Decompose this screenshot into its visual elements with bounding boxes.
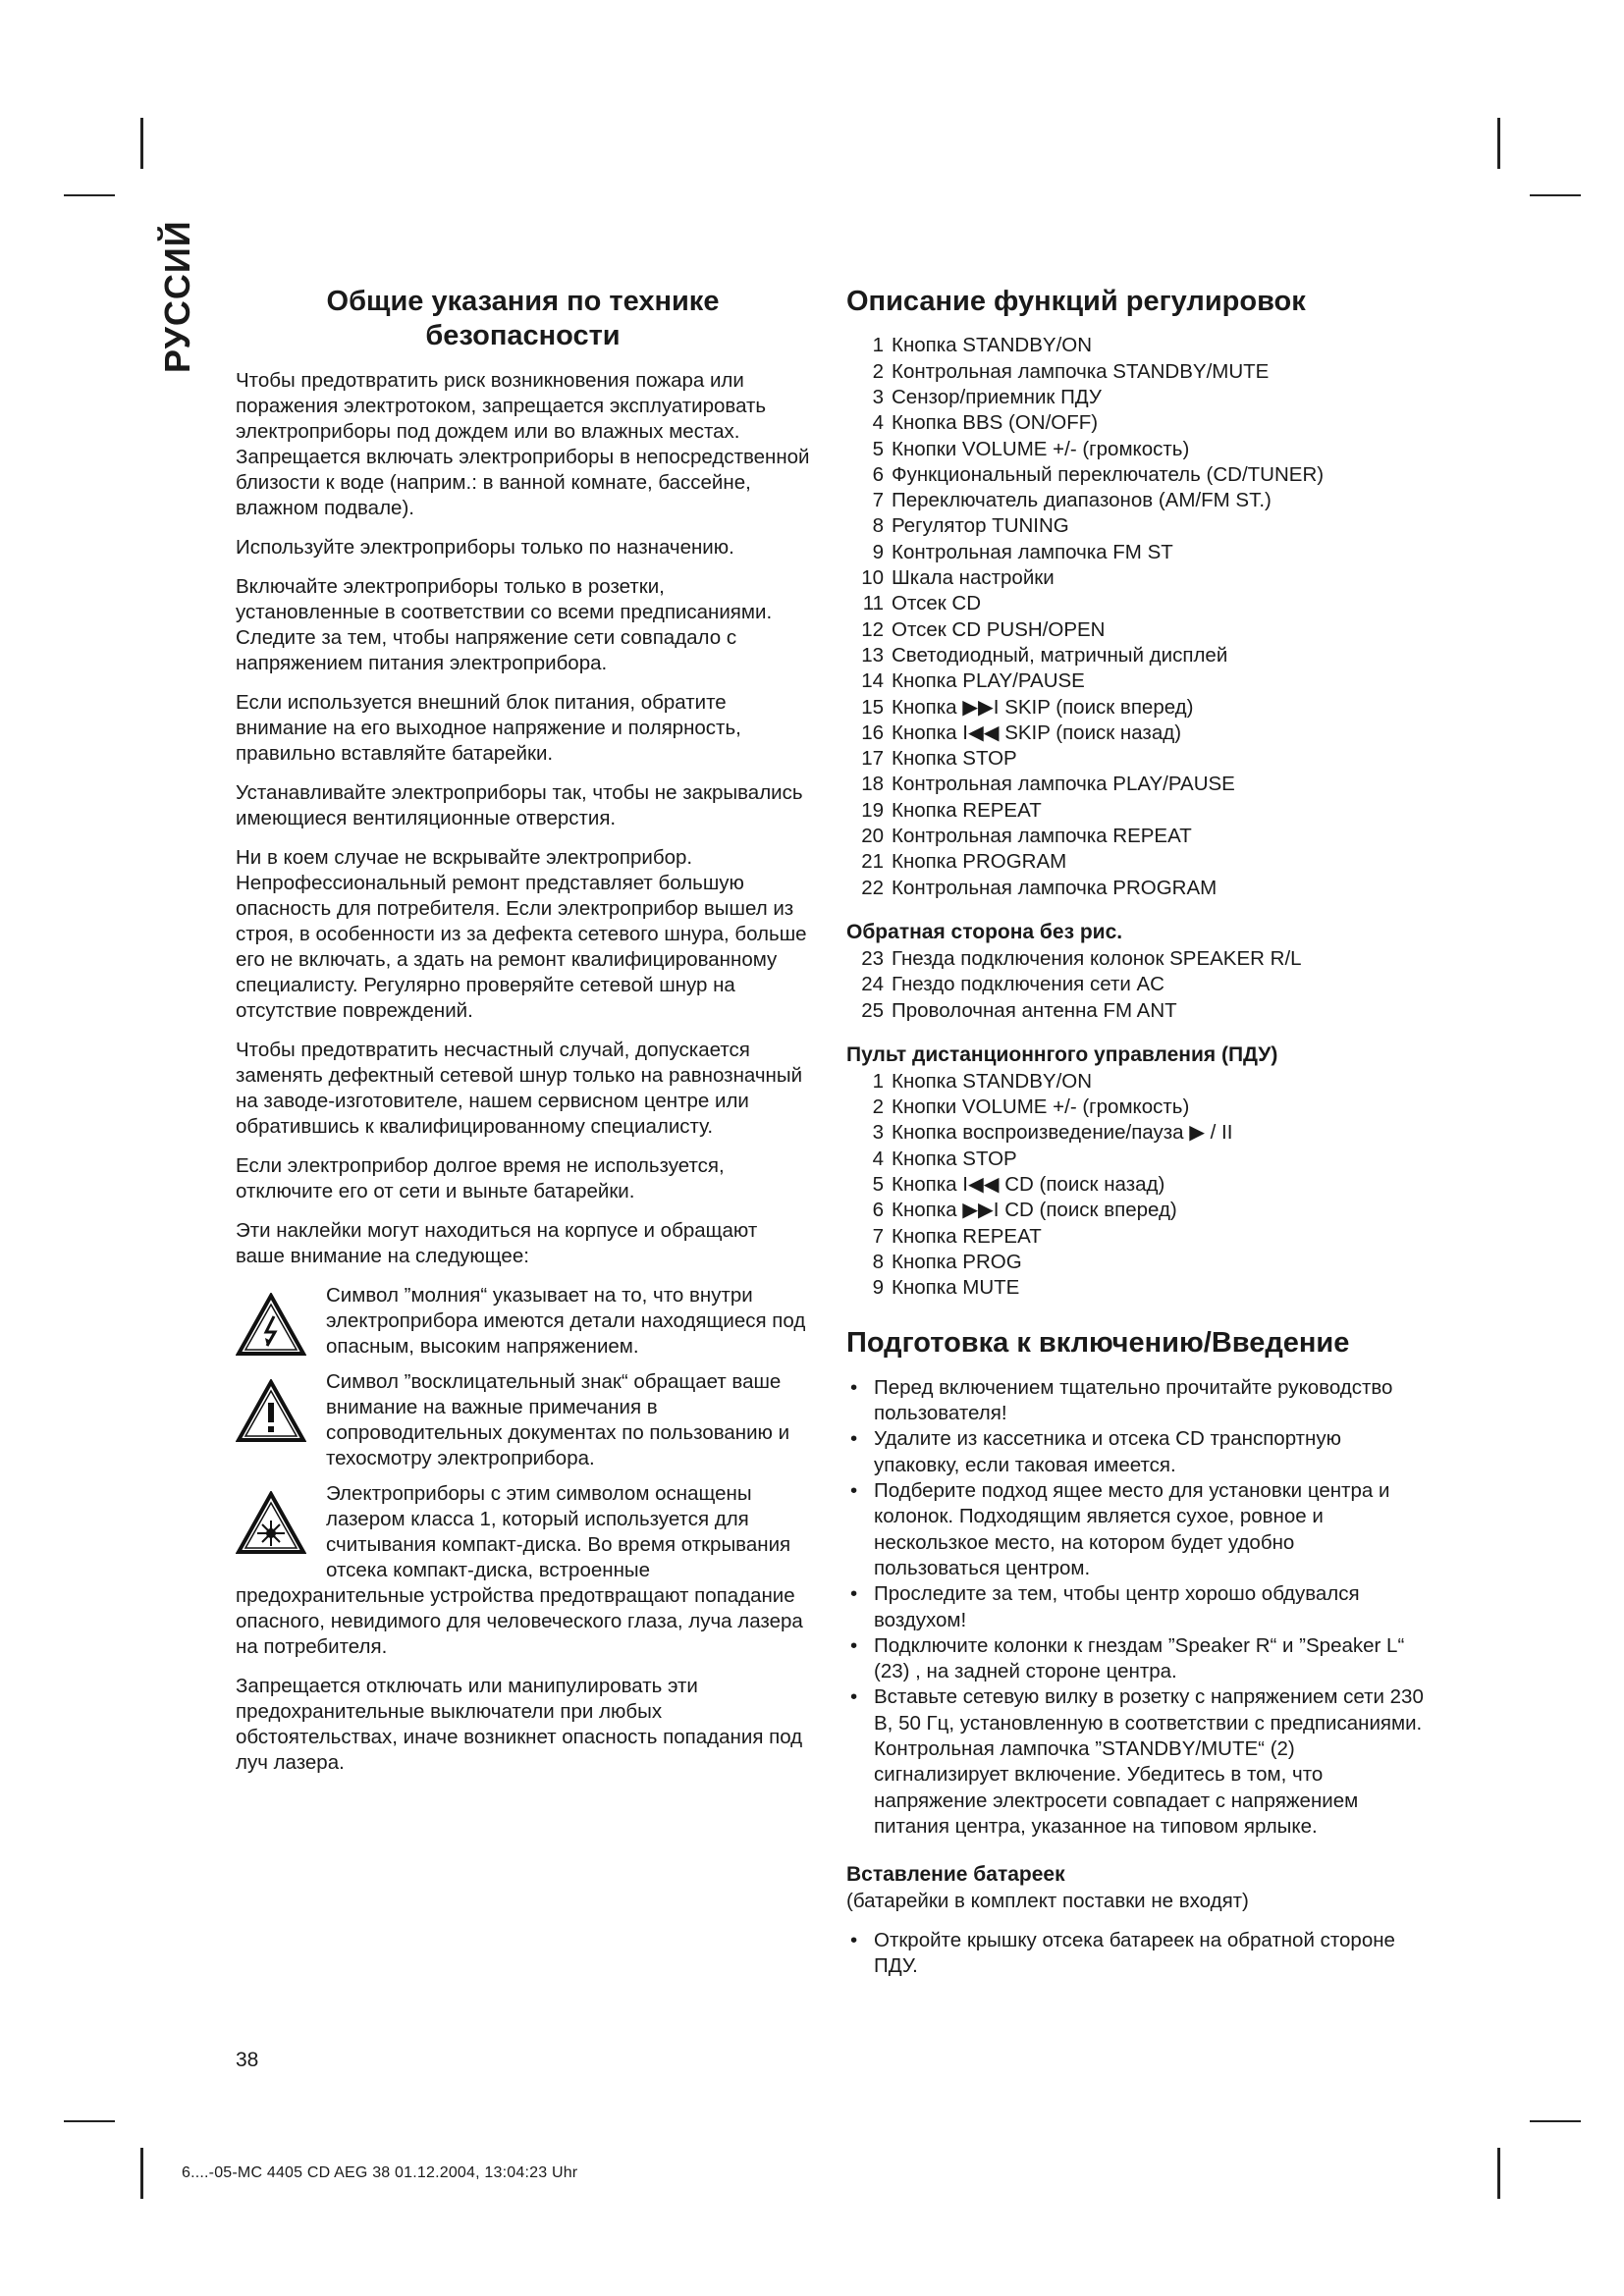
safety-paragraph: Чтобы предотвратить несчастный случай, допускается заменять дефектный сетевой шнур только на равнозначный на заводе-изготовителе, нашем сервисном центре или обратившись к квалифицированному специалисту. xyxy=(236,1038,803,1138)
list-item: 20 Контрольная лампочка REPEAT xyxy=(861,825,1192,848)
list-item: 9 Кнопка MUTE xyxy=(872,1276,1020,1300)
remote-title: Пульт дистанционнгого управления (ПДУ) xyxy=(846,1042,1278,1066)
safety-paragraph: Чтобы предотвратить риск возникновения пожара или поражения электротоком, запрещается эксплуатировать электроприборы под дождем или во влажных местах. Запрещается включать электроприборы в непосредственной близости к воде (наприм.: в ванной комнате, бассейне, влажном подвале). xyxy=(236,368,810,519)
list-item: 12 Отсек CD PUSH/OPEN xyxy=(861,617,1106,641)
list-item: 21 Кнопка PROGRAM xyxy=(861,850,1067,874)
laser-warning xyxy=(236,1481,810,1660)
controls-column xyxy=(846,285,1426,1986)
crop-mark-br-v xyxy=(1497,2148,1500,2199)
list-item: 2 Кнопки VOLUME +/- (громкость) xyxy=(872,1095,1190,1119)
language-side-label: РУССИЙ xyxy=(157,220,197,373)
controls-title: Описание функций регулировок xyxy=(846,286,1306,317)
list-item: 8 Кнопка PROG xyxy=(872,1250,1022,1273)
list-item: 14 Кнопка PLAY/PAUSE xyxy=(861,669,1085,693)
remote-list xyxy=(846,1069,1426,1302)
list-item: 24 Гнездо подключения сети AC xyxy=(861,973,1164,996)
list-item: 5 Кнопка I◀◀ CD (поиск назад) xyxy=(872,1172,1165,1196)
list-item: 13 Светодиодный, матричный дисплей xyxy=(861,643,1228,667)
list-item: 4 Кнопка BBS (ON/OFF) xyxy=(872,411,1099,435)
safety-paragraph: Устанавливайте электроприборы так, чтобы не закрывались имеющиеся вентиляционные отверстия. xyxy=(236,780,803,829)
list-item: 7 Кнопка REPEAT xyxy=(872,1224,1042,1248)
exclamation-warning-icon xyxy=(236,1379,306,1444)
list-item: • Подключите колонки к гнездам ”Speaker R“ и ”Speaker L“ (23) , на задней стороне центра. xyxy=(846,1633,1426,1685)
safety-title: Общие указания по технике безопасности xyxy=(326,286,720,352)
list-item: 18 Контрольная лампочка PLAY/PAUSE xyxy=(861,773,1235,796)
list-item: 1 Кнопка STANDBY/ON xyxy=(872,1069,1093,1093)
battery-list xyxy=(846,1928,1426,1980)
battery-subtitle: (батарейки в комплект поставки не входят) xyxy=(846,1890,1249,1913)
exclamation-warning xyxy=(236,1369,810,1471)
back-side-list xyxy=(846,946,1426,1024)
controls-list xyxy=(846,333,1426,901)
list-item: 23 Гнезда подключения колонок SPEAKER R/L xyxy=(861,946,1302,970)
list-item: 3 Кнопка воспроизведение/пауза ▶ / II xyxy=(872,1121,1233,1145)
crop-mark-bl-h xyxy=(64,2120,115,2122)
crop-mark-tr-v xyxy=(1497,118,1500,169)
safety-column xyxy=(236,285,810,1789)
lightning-warning-icon xyxy=(236,1293,306,1358)
safety-paragraph: Эти наклейки могут находиться на корпусе и обращают ваше внимание на следующее: xyxy=(236,1218,758,1267)
safety-paragraph: Используйте электроприборы только по назначению. xyxy=(236,535,734,559)
crop-mark-bl-v xyxy=(140,2148,143,2199)
page-number: 38 xyxy=(236,2049,259,2071)
list-item: • Перед включением тщательно прочитайте руководство пользователя! xyxy=(846,1375,1426,1427)
list-item: 8 Регулятор TUNING xyxy=(872,514,1069,538)
list-item: 10 Шкала настройки xyxy=(861,566,1055,590)
list-item: 1 Кнопка STANDBY/ON xyxy=(872,334,1093,357)
list-item: 25 Проволочная антенна FM ANT xyxy=(861,998,1177,1022)
crop-mark-tr-h xyxy=(1530,194,1581,196)
laser-warning-icon xyxy=(236,1491,306,1556)
list-item: 5 Кнопки VOLUME +/- (громкость) xyxy=(872,437,1190,460)
list-item: • Подберите подход ящее место для установки центра и колонок. Подходящим является сухое, ровное и нескользкое место, на котором будет удобно пользоваться центром. xyxy=(846,1478,1426,1581)
list-item: 4 Кнопка STOP xyxy=(872,1147,1017,1170)
print-footer: 6....-05-MC 4405 CD AEG 38 01.12.2004, 13:04:23 Uhr xyxy=(182,2164,578,2181)
list-item: • Проследите за тем, чтобы центр хорошо обдувался воздухом! xyxy=(846,1581,1426,1633)
list-item: • Вставьте сетевую вилку в розетку с напряжением сети 230 В, 50 Гц, установленную в соответствии с предписаниями. Контрольная лампочка ”STANDBY/MUTE“ (2) сигнализирует включение. Убедитесь в том, что напряжение электросети совпадает с напряжением питания центра, указанное на типовом ярлыке. xyxy=(846,1684,1426,1840)
crop-mark-br-h xyxy=(1530,2120,1581,2122)
list-item: 3 Сензор/приемник ПДУ xyxy=(872,385,1102,408)
list-item: 17 Кнопка STOP xyxy=(861,747,1017,771)
list-item: 22 Контрольная лампочка PROGRAM xyxy=(861,876,1218,899)
list-item: 9 Контрольная лампочка FM ST xyxy=(872,540,1173,563)
preparation-list xyxy=(846,1375,1426,1840)
list-item: 6 Кнопка ▶▶I CD (поиск вперед) xyxy=(872,1199,1177,1222)
safety-paragraph: Если электроприбор долгое время не используется, отключите его от сети и выньте батарейки. xyxy=(236,1153,725,1202)
list-item: 7 Переключатель диапазонов (AM/FM ST.) xyxy=(872,489,1272,512)
preparation-title: Подготовка к включению/Введение xyxy=(846,1327,1350,1360)
safety-final-paragraph: Запрещается отключать или манипулировать эти предохранительные выключатели при любых обстоятельствах, иначе возникнет опасность попадания под луч лазера. xyxy=(236,1674,803,1774)
list-item: 11 Отсек CD xyxy=(862,592,982,615)
exclamation-warning-text: Символ ”восклицательный знак“ обращает ваше внимание на важные примечания в сопроводительных документах по пользованию и техосмотру электроприбора. xyxy=(326,1369,790,1469)
list-item: 6 Функциональный переключатель (CD/TUNER) xyxy=(872,462,1325,486)
list-item: • Удалите из кассетника и отсека CD транспортную упаковку, если таковая имеется. xyxy=(846,1426,1426,1478)
list-item: • Откройте крышку отсека батареек на обратной стороне ПДУ. xyxy=(846,1928,1426,1980)
lightning-warning-text: Символ ”молния“ указывает на то, что внутри электроприбора имеются детали находящиеся под опасным, высоким напряжением. xyxy=(326,1283,806,1358)
list-item: 16 Кнопка I◀◀ SKIP (поиск назад) xyxy=(861,721,1182,744)
crop-mark-tl-h xyxy=(64,194,115,196)
list-item: 19 Кнопка REPEAT xyxy=(861,798,1042,822)
safety-paragraph: Включайте электроприборы только в розетки, установленные в соответствии со всеми предписаниями. Следите за тем, чтобы напряжение сети совпадало с напряжением питания электроприбора. xyxy=(236,574,773,674)
back-side-title: Обратная сторона без рис. xyxy=(846,920,1123,943)
crop-mark-tl-v xyxy=(140,118,143,169)
list-item: 15 Кнопка ▶▶I SKIP (поиск вперед) xyxy=(861,695,1194,719)
list-item: 2 Контрольная лампочка STANDBY/MUTE xyxy=(872,359,1270,383)
battery-title: Вставление батареек xyxy=(846,1863,1065,1887)
laser-warning-text: Электроприборы с этим символом оснащены лазером класса 1, который используется для считывания компакт-диска. Во время открывания отсека компакт-диска, встроенные предохранительные устройства предотвращают попадание опасного, невидимого для человеческого глаза, луча лазера на потребителя. xyxy=(236,1481,803,1658)
safety-paragraph: Ни в коем случае не вскрывайте электроприбор. Непрофессиональный ремонт представляет большую опасность для потребителя. Если электроприбор вышел из строя, в особенности из за дефекта сетевого шнура, больше его не включать, а здать на ремонт квалифицированному специалисту. Регулярно проверяйте сетевой шнур на отсутствие повреждений. xyxy=(236,845,807,1022)
safety-paragraph: Если используется внешний блок питания, обратите внимание на его выходное напряжение и полярность, правильно вставляйте батарейки. xyxy=(236,690,741,765)
lightning-warning xyxy=(236,1283,810,1360)
